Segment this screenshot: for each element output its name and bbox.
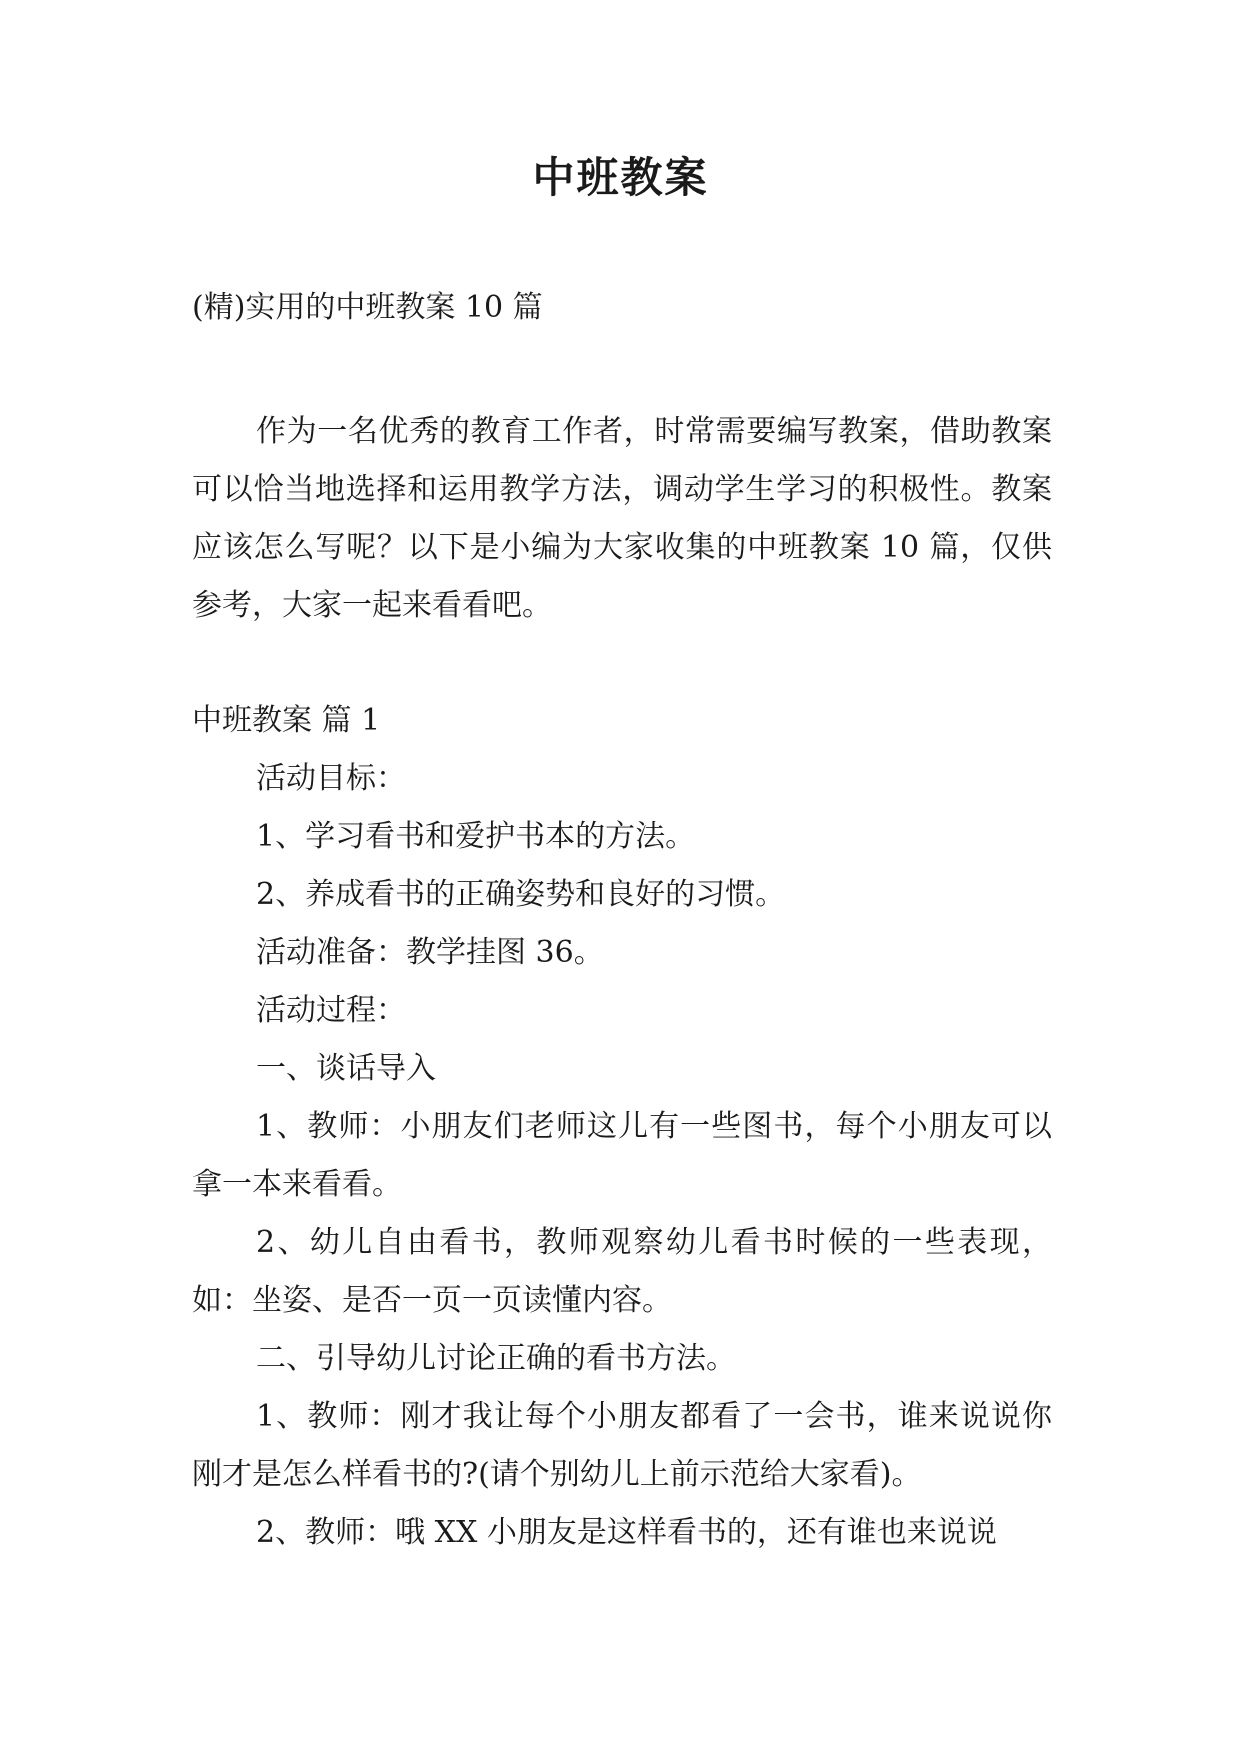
step-1-item-1: 1、教师：小朋友们老师这儿有一些图书，每个小朋友可以拿一本来看看。 bbox=[192, 1109, 1052, 1202]
step-2-item-1: 1、教师：刚才我让每个小朋友都看了一会书，谁来说说你刚才是怎么样看书的?(请个别幼儿上前示范给大家看)。 bbox=[192, 1399, 1052, 1492]
goal-item-2: 2、养成看书的正确姿势和良好的习惯。 bbox=[256, 877, 786, 912]
document-title: 中班教案 bbox=[532, 153, 709, 202]
section-heading: 中班教案 篇 1 bbox=[192, 703, 381, 738]
step-1-item-2: 2、幼儿自由看书，教师观察幼儿看书时候的一些表现，如：坐姿、是否一页一页读懂内容。 bbox=[192, 1225, 1052, 1318]
step-heading-1: 一、谈话导入 bbox=[256, 1051, 436, 1086]
document-subtitle: (精)实用的中班教案 10 篇 bbox=[192, 290, 543, 325]
step-heading-2: 二、引导幼儿讨论正确的看书方法。 bbox=[256, 1341, 736, 1376]
step-2-item-2: 2、教师：哦 XX 小朋友是这样看书的，还有谁也来说说 bbox=[256, 1515, 997, 1550]
intro-paragraph: 作为一名优秀的教育工作者，时常需要编写教案，借助教案可以恰当地选择和运用教学方法，调动学生学习的积极性。教案应该怎么写呢？以下是小编为大家收集的中班教案 10 篇，仅供参考，大家一起来看看吧。 bbox=[192, 414, 1052, 623]
activity-goals-label: 活动目标： bbox=[256, 761, 406, 796]
activity-process-label: 活动过程： bbox=[256, 993, 406, 1028]
goal-item-1: 1、学习看书和爱护书本的方法。 bbox=[256, 819, 696, 854]
lesson-section-1 bbox=[192, 692, 1052, 1562]
activity-preparation: 活动准备：教学挂图 36。 bbox=[256, 935, 604, 970]
